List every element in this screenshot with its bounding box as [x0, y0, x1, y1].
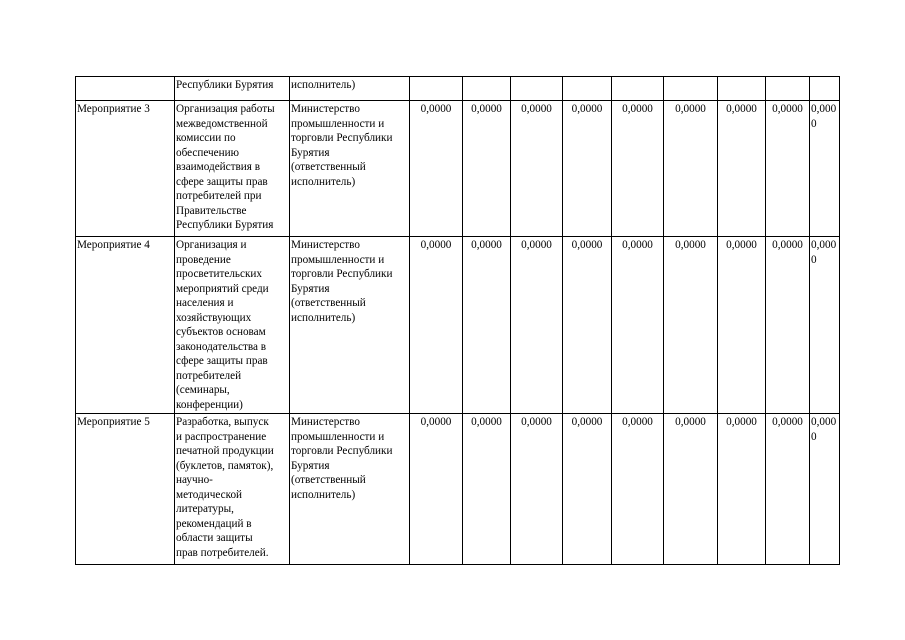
value-cell [810, 77, 840, 101]
value-cell: 0,0000 [718, 237, 766, 414]
value-cell: 0,0000 [410, 414, 463, 565]
value-cell [766, 77, 810, 101]
value-cell: 0,0000 [563, 414, 612, 565]
row-description: Разработка, выпуск и распространение печатной продукции (буклетов, памяток), научно- методической литературы, рекомендаций в области защиты прав потребителей. [175, 414, 290, 565]
value-cell: 0,0000 [410, 101, 463, 237]
budget-table [75, 76, 840, 565]
value-cell [718, 77, 766, 101]
value-cell: 0,0000 [766, 101, 810, 237]
value-cell: 0,0000 [463, 101, 511, 237]
row-label: Мероприятие 3 [76, 101, 175, 237]
value-cell: 0,0000 [563, 237, 612, 414]
value-cell [612, 77, 664, 101]
value-cell: 0,0000 [463, 237, 511, 414]
row-label [76, 77, 175, 101]
row-description: Организация и проведение просветительских мероприятий среди населения и хозяйствующих субъектов основам законодательства в сфере защиты прав потребителей (семинары, конференции) [175, 237, 290, 414]
value-cell: 0,0000 [810, 414, 840, 565]
row-executor: Министерство промышленности и торговли Республики Бурятия (ответственный исполнитель) [290, 414, 410, 565]
value-cell [463, 77, 511, 101]
value-cell: 0,0000 [463, 414, 511, 565]
value-cell: 0,0000 [612, 237, 664, 414]
row-description: Организация работы межведомственной комиссии по обеспечению взаимодействия в сфере защиты прав потребителей при Правительстве Республики Бурятия [175, 101, 290, 237]
value-cell [563, 77, 612, 101]
row-label: Мероприятие 4 [76, 237, 175, 414]
table-row [76, 77, 840, 101]
row-executor: исполнитель) [290, 77, 410, 101]
value-cell: 0,0000 [718, 414, 766, 565]
table-row [76, 101, 840, 237]
value-cell [511, 77, 563, 101]
row-description: Республики Бурятия [175, 77, 290, 101]
value-cell: 0,0000 [511, 414, 563, 565]
value-cell: 0,0000 [410, 237, 463, 414]
value-cell: 0,0000 [718, 101, 766, 237]
value-cell: 0,0000 [664, 101, 718, 237]
row-label: Мероприятие 5 [76, 414, 175, 565]
value-cell [410, 77, 463, 101]
row-executor: Министерство промышленности и торговли Республики Бурятия (ответственный исполнитель) [290, 237, 410, 414]
value-cell: 0,0000 [766, 237, 810, 414]
value-cell: 0,0000 [612, 101, 664, 237]
value-cell: 0,0000 [511, 101, 563, 237]
value-cell [664, 77, 718, 101]
value-cell: 0,0000 [810, 237, 840, 414]
row-executor: Министерство промышленности и торговли Республики Бурятия (ответственный исполнитель) [290, 101, 410, 237]
value-cell: 0,0000 [664, 414, 718, 565]
value-cell: 0,0000 [810, 101, 840, 237]
value-cell: 0,0000 [664, 237, 718, 414]
value-cell: 0,0000 [766, 414, 810, 565]
value-cell: 0,0000 [511, 237, 563, 414]
table-row [76, 237, 840, 414]
table-row [76, 414, 840, 565]
value-cell: 0,0000 [612, 414, 664, 565]
value-cell: 0,0000 [563, 101, 612, 237]
